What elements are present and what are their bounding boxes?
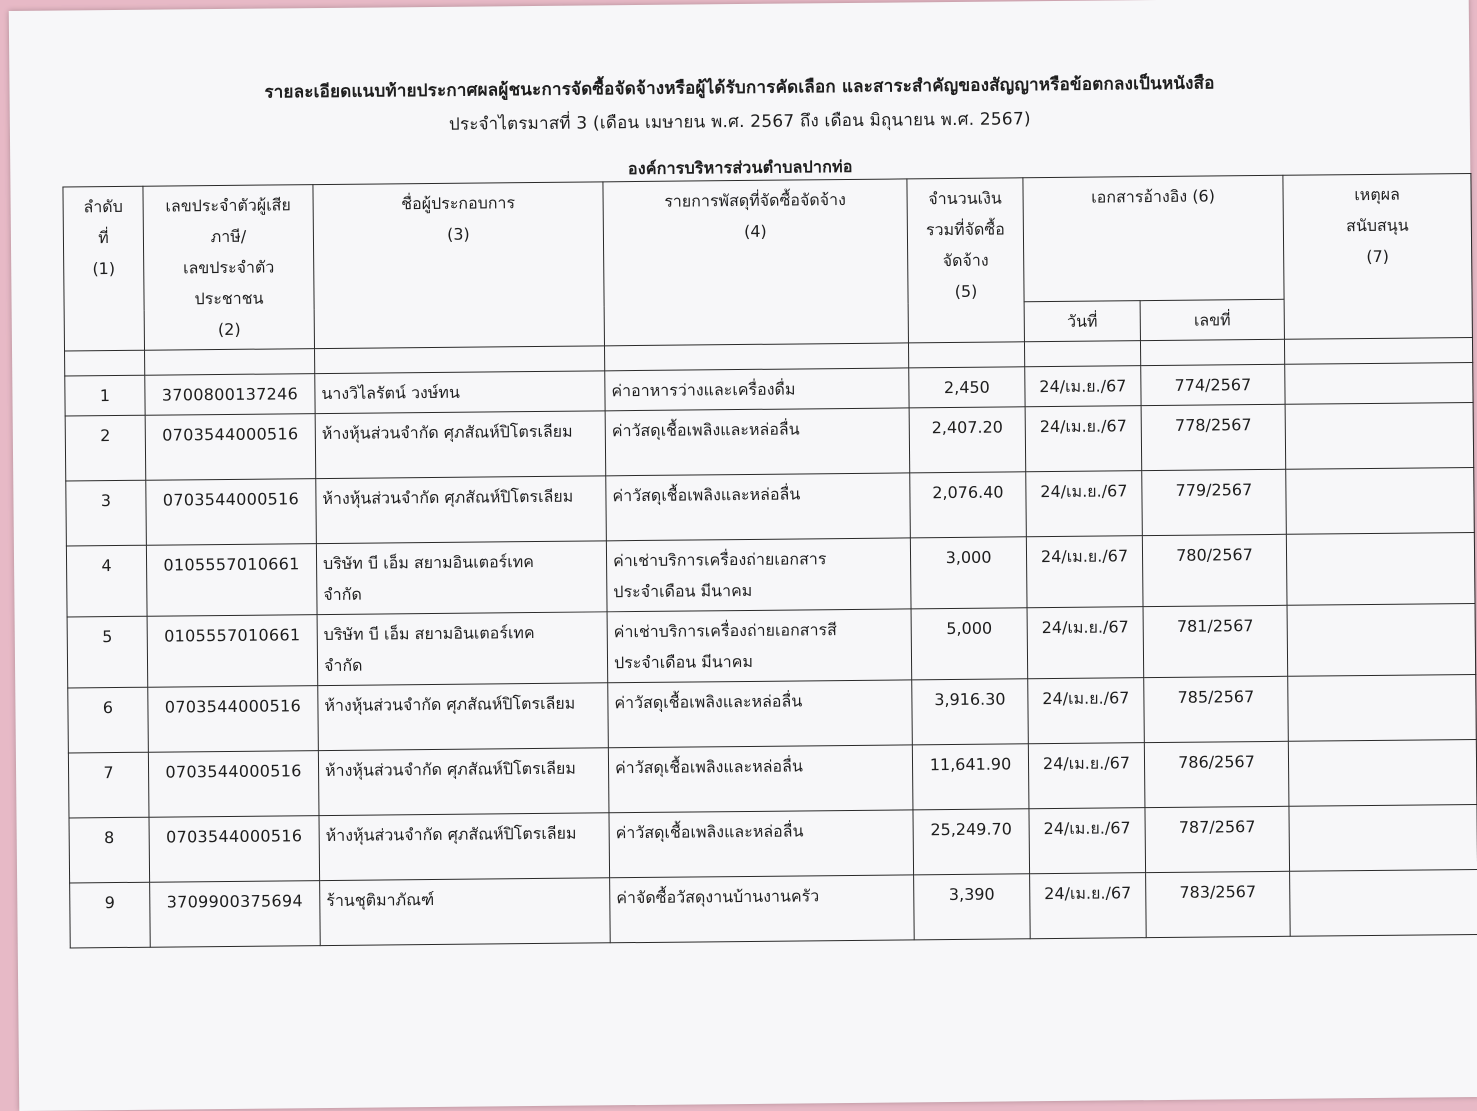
- item-line: ค่าจัดซื้อวัสดุงานบ้านงานครัว: [616, 886, 820, 908]
- row-reason: [1287, 603, 1476, 676]
- table-row: [67, 603, 1476, 688]
- row-no: 8: [69, 817, 150, 883]
- row-ref: 781/2567: [1143, 605, 1288, 677]
- header-ref-date: วันที่: [1024, 301, 1140, 342]
- vendor-line: นางวิไลรัตน์ วงษ์ทน: [321, 382, 460, 404]
- row-no: 3: [66, 480, 147, 546]
- header-reason: เหตุผล สนับสนุน (7): [1283, 174, 1473, 340]
- vendor-line: ห้างหุ้นส่วนจำกัด ศุภสัณห์ปิโตรเลียม: [324, 693, 576, 716]
- header-reference: เอกสารอ้างอิง (6): [1023, 175, 1284, 301]
- row-no: 4: [66, 545, 147, 617]
- table-row: [70, 869, 1477, 948]
- row-amount: 2,407.20: [909, 407, 1026, 473]
- header-items: รายการพัสดุที่จัดซื้อจัดจ้าง (4): [603, 179, 909, 346]
- vendor-line: ห้างหุ้นส่วนจำกัด ศุภสัณห์ปิโตรเลียม: [325, 823, 577, 846]
- row-vendor: [315, 411, 606, 479]
- document-title: รายละเอียดแนบท้ายประกาศผลผู้ชนะการจัดซื้อจัดจ้างหรือผู้ได้รับการคัดเลือก และสาระสำคัญของสัญญาหรือข้อตกลงเป็นหนังสือ: [264, 73, 1215, 103]
- row-tax-id: 0703544000516: [148, 751, 319, 818]
- row-tax-id: 3709900375694: [150, 881, 321, 948]
- item-line: ค่าวัสดุเชื้อเพลิงและหล่อลื่น: [614, 691, 803, 713]
- row-no: 1: [65, 375, 145, 416]
- row-amount: 3,000: [910, 537, 1027, 609]
- row-items: [608, 745, 913, 813]
- row-ref: 778/2567: [1141, 404, 1286, 470]
- row-date: 24/เม.ย./67: [1030, 873, 1147, 939]
- item-line: ค่าวัสดุเชื้อเพลิงและหล่อลื่น: [614, 756, 803, 778]
- row-tax-id: 0105557010661: [147, 615, 318, 688]
- row-reason: [1286, 467, 1475, 534]
- row-vendor: [316, 541, 607, 615]
- row-ref: 783/2567: [1146, 871, 1291, 937]
- item-line: ค่าวัสดุเชื้อเพลิงและหล่อลื่น: [615, 821, 804, 843]
- row-vendor: [318, 683, 609, 751]
- row-date: 24/เม.ย./67: [1026, 471, 1143, 537]
- vendor-line: ห้างหุ้นส่วนจำกัด ศุภสัณห์ปิโตรเลียม: [322, 486, 574, 509]
- item-line: ค่าเช่าบริการเครื่องถ่ายเอกสารสี: [613, 620, 837, 642]
- row-reason: [1286, 532, 1475, 605]
- table-row: [66, 532, 1475, 617]
- header-vendor: ชื่อผู้ประกอบการ (3): [313, 182, 605, 349]
- vendor-line: ห้างหุ้นส่วนจำกัด ศุภสัณห์ปิโตรเลียม: [321, 421, 573, 444]
- header-tax-id: เลขประจำตัวผู้เสีย ภาษี/ เลขประจำตัว ประชาชน (2): [143, 185, 315, 351]
- row-no: 7: [68, 752, 149, 818]
- row-ref: 787/2567: [1145, 806, 1290, 872]
- row-amount: 2,450: [909, 367, 1025, 408]
- row-tax-id: 0105557010661: [146, 544, 317, 617]
- row-reason: [1289, 804, 1477, 871]
- document-page: [9, 0, 1477, 1111]
- row-no: 9: [70, 882, 151, 948]
- item-line: ประจำเดือน มีนาคม: [613, 651, 754, 673]
- document-period: ประจำไตรมาสที่ 3 (เดือน เมษายน พ.ศ. 2567 ถึง เดือน มิถุนายน พ.ศ. 2567): [448, 109, 1031, 135]
- agency-name: องค์การบริหารส่วนตำบลปากท่อ: [627, 156, 853, 179]
- row-ref: 785/2567: [1144, 676, 1289, 742]
- row-vendor: [319, 813, 610, 881]
- vendor-line: ห้างหุ้นส่วนจำกัด ศุภสัณห์ปิโตรเลียม: [324, 758, 576, 781]
- vendor-line: บริษัท บี เอ็ม สยามอินเตอร์เทค: [323, 623, 535, 645]
- row-items: [609, 810, 914, 878]
- header-no: ลำดับ ที่ (1): [63, 186, 145, 351]
- row-tax-id: 0703544000516: [145, 414, 316, 481]
- row-amount: 25,249.70: [913, 809, 1030, 875]
- row-no: 5: [67, 616, 148, 688]
- item-line: ค่าเช่าบริการเครื่องถ่ายเอกสาร: [612, 549, 827, 571]
- vendor-line: บริษัท บี เอ็ม สยามอินเตอร์เทค: [322, 552, 535, 574]
- row-items: [610, 875, 915, 943]
- row-date: 24/เม.ย./67: [1027, 607, 1144, 679]
- row-vendor: [318, 748, 609, 816]
- row-ref: 786/2567: [1144, 741, 1289, 807]
- row-no: 2: [65, 415, 146, 481]
- vendor-line: ร้านชุติมาภัณฑ์: [326, 889, 435, 911]
- row-items: [608, 680, 913, 748]
- row-amount: 11,641.90: [912, 744, 1029, 810]
- row-items: [605, 408, 910, 476]
- row-items: [607, 609, 912, 683]
- row-date: 24/เม.ย./67: [1028, 678, 1145, 744]
- header-amount: จำนวนเงิน รวมที่จัดซื้อ จัดจ้าง (5): [907, 178, 1025, 343]
- item-line: ค่าอาหารว่างและเครื่องดื่ม: [611, 379, 796, 401]
- vendor-line: จำกัด: [323, 655, 363, 676]
- item-line: ค่าวัสดุเชื้อเพลิงและหล่อลื่น: [611, 419, 800, 441]
- row-reason: [1290, 869, 1477, 936]
- row-tax-id: 3700800137246: [145, 374, 315, 416]
- row-date: 24/เม.ย./67: [1025, 406, 1142, 472]
- row-reason: [1288, 739, 1477, 806]
- header-ref-no: เลขที่: [1140, 299, 1284, 340]
- row-date: 24/เม.ย./67: [1026, 536, 1143, 608]
- row-reason: [1285, 402, 1474, 469]
- row-ref: 779/2567: [1142, 469, 1287, 535]
- row-reason: [1285, 362, 1473, 404]
- row-no: 6: [68, 687, 149, 753]
- item-line: ค่าวัสดุเชื้อเพลิงและหล่อลื่น: [612, 484, 801, 506]
- row-date: 24/เม.ย./67: [1029, 808, 1146, 874]
- row-ref: 780/2567: [1142, 534, 1287, 606]
- row-vendor: [315, 371, 605, 414]
- vendor-line: จำกัด: [323, 584, 362, 605]
- row-ref: 774/2567: [1141, 364, 1285, 405]
- row-date: 24/เม.ย./67: [1028, 743, 1145, 809]
- row-amount: 2,076.40: [910, 472, 1027, 538]
- row-reason: [1288, 674, 1477, 741]
- row-tax-id: 0703544000516: [148, 686, 319, 753]
- row-tax-id: 0703544000516: [146, 479, 317, 546]
- row-items: [606, 538, 911, 612]
- row-tax-id: 0703544000516: [149, 816, 320, 883]
- item-line: ประจำเดือน มีนาคม: [613, 580, 753, 602]
- row-amount: 3,916.30: [912, 679, 1029, 745]
- row-date: 24/เม.ย./67: [1025, 366, 1141, 407]
- row-amount: 5,000: [911, 608, 1028, 680]
- procurement-table: [62, 173, 1477, 948]
- row-vendor: [317, 612, 608, 686]
- row-amount: 3,390: [914, 874, 1031, 940]
- row-items: [605, 368, 909, 411]
- row-vendor: [320, 878, 611, 946]
- row-items: [606, 473, 911, 541]
- row-vendor: [316, 476, 607, 544]
